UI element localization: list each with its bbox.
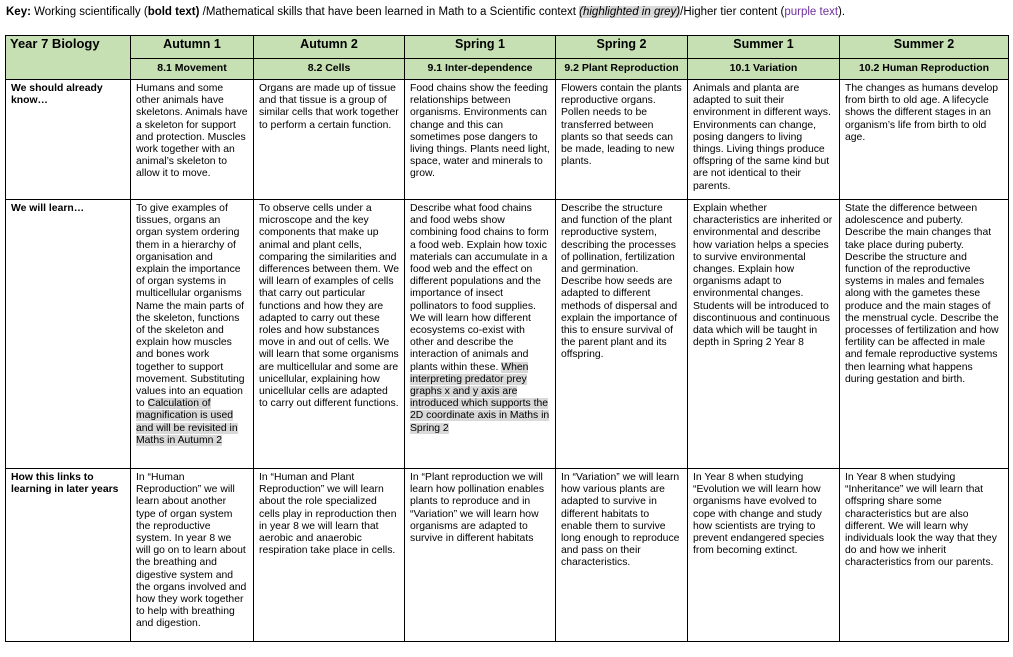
unit-header: 9.2 Plant Reproduction <box>556 59 688 80</box>
table-row <box>6 469 1009 642</box>
table-cell: In “Human Reproduction” we will learn about another type of organ system the reproductive system. In year 8 we will go on to learn about the breathing and digestive system and the organs involved and how they work together to help with breathing and digestion. <box>131 469 254 642</box>
cell-text: Describe what food chains and food webs show combining food chains to form a food web. Explain how toxic materials can accumulate in a food web and the effect on different populations and the importance of insect pollinators to food supplies. We will learn how different ecosystems co-exist with other and describe the interaction of animals and plants within these. <box>410 203 549 373</box>
table-cell: Humans and some other animals have skeletons. Animals have a skeleton for support and protection. Muscles work together with an animal’s skeleton to allow it to move. <box>131 80 254 200</box>
table-cell: Flowers contain the plants reproductive organs. Pollen needs to be transferred between plants so that seeds can be made, leading to new plants. <box>556 80 688 200</box>
key-text-1: Working scientifically ( <box>30 6 148 18</box>
table-cell: Animals and planta are adapted to suit their environment in different ways. Environments can change, posing dangers to living things. Living things produce offspring of the same kind but are not identical to their parents. <box>688 80 840 200</box>
term-header: Autumn 2 <box>254 36 405 59</box>
key-text-3: /Higher tier content ( <box>680 6 785 18</box>
row-label: How this links to learning in later years <box>6 469 131 642</box>
term-header: Summer 1 <box>688 36 840 59</box>
table-cell: Describe the structure and function of the plant reproductive system, describing the processes of pollination, fertilization and germination. Describe how seeds are adapted to different methods of dispersal and explain the importance of this to ensure survival of the parent plant and its offspring. <box>556 200 688 469</box>
term-header: Summer 2 <box>840 36 1009 59</box>
key-text-2: /Mathematical skills that have been learned in Math to a Scientific context <box>199 6 580 18</box>
unit-header-row <box>6 59 1009 80</box>
key-highlight-sample: (highlighted in grey) <box>579 6 681 18</box>
table-cell: In Year 8 when studying “Evolution we will learn how organisms have evolved to cope with change and study how scientists are trying to prevent endangered species from becoming extinct. <box>688 469 840 642</box>
key-legend <box>6 6 845 18</box>
table-row <box>6 200 1009 469</box>
unit-header: 9.1 Inter-dependence <box>405 59 556 80</box>
curriculum-table <box>5 35 1009 642</box>
maths-highlight: Calculation of magnification is used and will be revisited in Maths in Autumn 2 <box>136 398 238 446</box>
term-header: Spring 2 <box>556 36 688 59</box>
key-label: Key: <box>6 6 31 18</box>
table-cell: In Year 8 when studying “Inheritance” we will learn that offspring share some characteristics but are also different. We will learn why individuals look the way that they do and how we inherit characteristics from our parents. <box>840 469 1009 642</box>
table-cell: In “Human and Plant Reproduction” we will learn about the role specialized cells play in reproduction then in year 8 we will learn that aerobic and anaerobic respiration take place in cells. <box>254 469 405 642</box>
table-cell: State the difference between adolescence and puberty. Describe the main changes that take place during puberty. Describe the structure and function of the reproductive systems in males and females along with the gametes these produce and the main stages of the menstrual cycle. Describe the processes of fertilization and how fertility can be affected in male and female reproductive systems then learning what happens during gestation and birth. <box>840 200 1009 469</box>
cell-text: To give examples of tissues, organs an organ system ordering them in a hierarchy of organisation and explain the importance of organ systems in multicellular organisms Name the main parts of the skeleton, functions of the skeleton and explain how muscles and bones work together to support movement. Substituting values into an equation to <box>136 203 245 410</box>
table-cell <box>405 200 556 469</box>
unit-header: 8.1 Movement <box>131 59 254 80</box>
table-title: Year 7 Biology <box>6 36 131 80</box>
key-text-4: ). <box>838 6 846 18</box>
row-label: We should already know… <box>6 80 131 200</box>
table-cell: In “Plant reproduction we will learn how pollination enables plants to reproduce and in “Variation” we will learn how organisms are adapted to survive in different habitats <box>405 469 556 642</box>
maths-highlight: When interpreting predator prey graphs x and y axis are introduced which supports the 2D coordinate axis in Maths in Spring 2 <box>410 361 550 434</box>
term-header: Autumn 1 <box>131 36 254 59</box>
table-cell <box>131 200 254 469</box>
key-purple-sample: purple text <box>784 6 839 18</box>
unit-header: 8.2 Cells <box>254 59 405 80</box>
row-label: We will learn… <box>6 200 131 469</box>
table-cell: Organs are made up of tissue and that tissue is a group of similar cells that work together to perform a certain function. <box>254 80 405 200</box>
unit-header: 10.2 Human Reproduction <box>840 59 1009 80</box>
table-cell: Food chains show the feeding relationships between organisms. Environments can change and this can sometimes pose dangers to living things. Plants need light, space, water and minerals to grow. <box>405 80 556 200</box>
key-bold-sample: bold text) <box>147 6 200 18</box>
table-cell: To observe cells under a microscope and the key components that make up animal and plant cells, comparing the similarities and differences between them. We will learn of examples of cells that carry out particular functions and how they are adapted to carry out these roles and how substances move in and out of cells. We will learn that some organisms are multicellular and some are unicellular, explaining how unicellular cells are adapted to carry out different functions. <box>254 200 405 469</box>
term-header: Spring 1 <box>405 36 556 59</box>
table-cell: The changes as humans develop from birth to old age. A lifecycle shows the different stages in an organism’s life from birth to old age. <box>840 80 1009 200</box>
table-cell: Explain whether characteristics are inherited or environmental and describe how variation helps a species to survive environmental changes. Explain how organisms adapt to environmental changes. Students will be introduced to discontinuous and continuous data which will be taught in depth in Spring 2 Year 8 <box>688 200 840 469</box>
table-row <box>6 80 1009 200</box>
term-header-row <box>6 36 1009 59</box>
unit-header: 10.1 Variation <box>688 59 840 80</box>
table-cell: In “Variation” we will learn how various plants are adapted to survive in different habitats to enable them to survive long enough to reproduce and pass on their characteristics. <box>556 469 688 642</box>
